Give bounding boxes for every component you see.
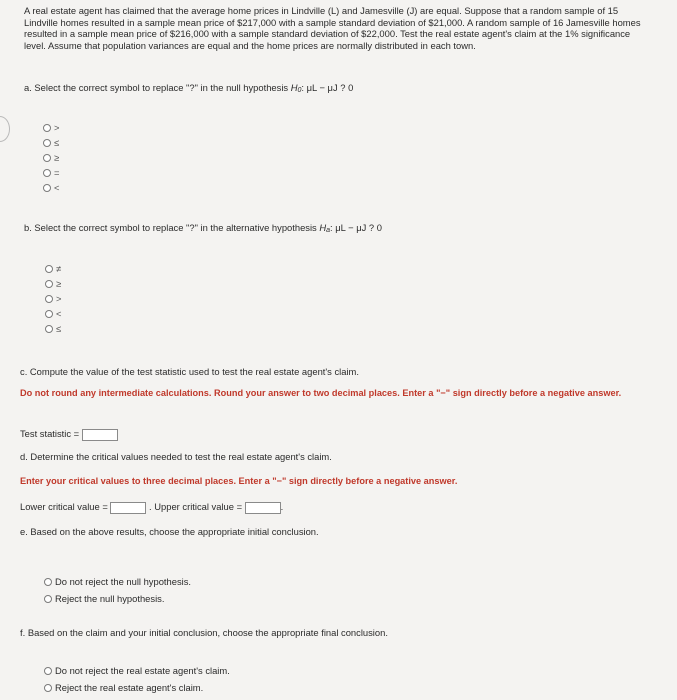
part-f-prompt: f. Based on the claim and your initial conclusion, choose the appropriate final conclusion. [20,627,388,638]
part-a-options [43,120,59,195]
critical-values-row [20,501,283,514]
critical-values-end-mark: . [280,501,284,512]
part-f-options [44,662,230,696]
part-a-prompt [24,82,353,97]
radio-button-icon[interactable] [45,295,53,303]
radio-button-icon[interactable] [43,154,51,162]
alternative-hypothesis-label: Ha [319,222,331,234]
part-b-option-4[interactable]: < [45,306,61,321]
part-b-prompt [24,222,382,237]
null-hypothesis-label: H0 [290,82,302,94]
radio-button-icon[interactable] [43,124,51,132]
test-statistic-input[interactable] [82,429,118,441]
part-a-prompt-text: a. Select the correct symbol to replace "?" in the null hypothesis [24,82,289,93]
part-b-option-5[interactable]: ≤ [45,321,61,336]
part-e-option-2[interactable]: Reject the null hypothesis. [44,590,191,607]
radio-button-icon[interactable] [45,280,53,288]
part-d-instruction: Enter your critical values to three decimal places. Enter a "−" sign directly before a negative answer. [20,476,458,486]
part-a-option-5[interactable]: < [43,180,59,195]
upper-critical-value-label: . Upper critical value = [149,501,243,512]
radio-button-icon[interactable] [43,169,51,177]
radio-button-icon[interactable] [44,578,52,586]
null-hypothesis-expression: : μL − μJ ? 0 [301,82,354,93]
upper-critical-value-input[interactable] [245,502,281,514]
radio-button-icon[interactable] [45,265,53,273]
part-b-option-2[interactable]: ≥ [45,276,61,291]
part-e-option-1[interactable]: Do not reject the null hypothesis. [44,573,191,590]
part-e-options [44,573,191,607]
part-a-option-4[interactable]: = [43,165,59,180]
part-f-option-2[interactable]: Reject the real estate agent's claim. [44,679,230,696]
radio-button-icon[interactable] [44,667,52,675]
radio-button-icon[interactable] [45,325,53,333]
part-c-instruction: Do not round any intermediate calculations. Round your answer to two decimal places. Enter a "−" sign directly before a negative answer. [20,388,622,398]
radio-button-icon[interactable] [44,684,52,692]
part-e-prompt: e. Based on the above results, choose the appropriate initial conclusion. [20,526,319,537]
radio-button-icon[interactable] [44,595,52,603]
test-statistic-row [20,428,118,441]
page-edge-notch [0,116,10,142]
part-a-option-1[interactable]: > [43,120,59,135]
part-f-option-1[interactable]: Do not reject the real estate agent's claim. [44,662,230,679]
part-b-option-1[interactable]: ≠ [45,261,61,276]
lower-critical-value-label: Lower critical value = [20,501,108,512]
part-d-prompt: d. Determine the critical values needed to test the real estate agent's claim. [20,451,332,462]
problem-statement: A real estate agent has claimed that the average home prices in Lindville (L) and Jamesville (J) are equal. Suppose that a random sample of 15 Lindville homes resulted in a sample mean price of $217,000 with a sample standard deviation of $21,000. A random sample of 16 Jamesville homes resulted in a sample mean price of $216,000 with a sample standard deviation of $22,000. Test the real estate agent's claim at the 1% significance level. Assume that population variances are equal and the home prices are normally distributed in each town. [24,5,641,51]
lower-critical-value-input[interactable] [110,502,146,514]
radio-button-icon[interactable] [43,139,51,147]
alternative-hypothesis-expression: : μL − μJ ? 0 [330,222,382,233]
part-a-option-3[interactable]: ≥ [43,150,59,165]
radio-button-icon[interactable] [43,184,51,192]
part-b-options [45,261,61,336]
test-statistic-label: Test statistic = [20,428,80,439]
part-a-option-2[interactable]: ≤ [43,135,59,150]
part-c-prompt: c. Compute the value of the test statistic used to test the real estate agent's claim. [20,366,359,377]
radio-button-icon[interactable] [45,310,53,318]
part-b-prompt-text: b. Select the correct symbol to replace "?" in the alternative hypothesis [24,222,317,233]
part-b-option-3[interactable]: > [45,291,61,306]
